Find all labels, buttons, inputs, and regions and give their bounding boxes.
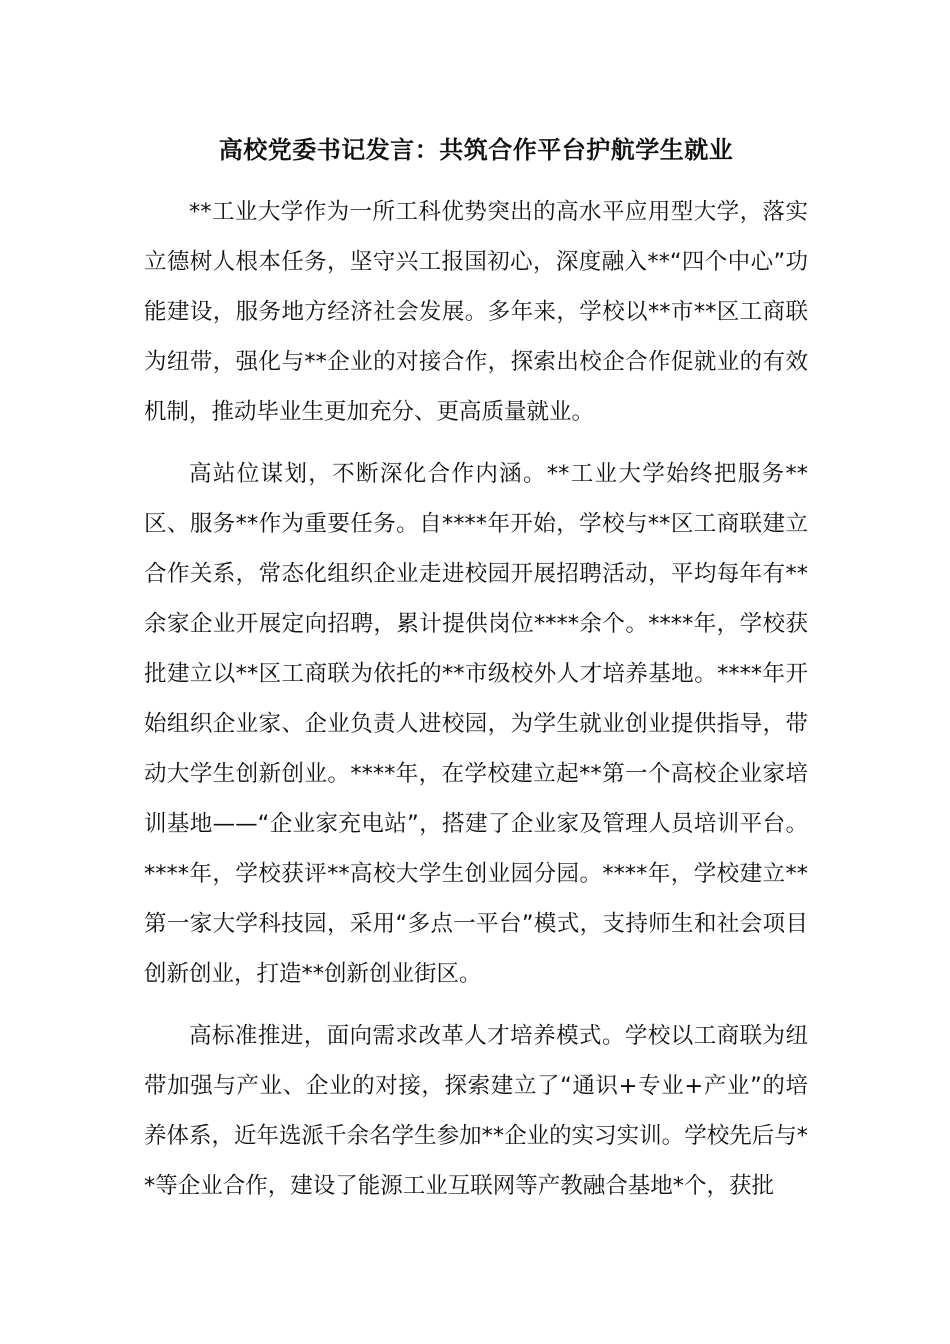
paragraph-training-model: 高标准推进，面向需求改革人才培养模式。学校以工商联为纽带加强与产业、企业的对接，探索建立了“通识+专业+产业”的培养体系，近年选派千余名学生参加**企业的实习实训。学校先后与**等企业合作，建设了能源工业互联网等产教融合基地*个，获批 <box>144 1023 808 1199</box>
document-title: 高校党委书记发言：共筑合作平台护航学生就业 <box>218 136 734 164</box>
paragraph-intro: **工业大学作为一所工科优势突出的高水平应用型大学，落实立德树人根本任务，坚守兴工报国初心，深度融入**“四个中心”功能建设，服务地方经济社会发展。多年来，学校以**市**区工商联为纽带，强化与**企业的对接合作，探索出校企合作促就业的有效机制，推动毕业生更加充分、更高质量就业。 <box>144 199 808 425</box>
document-page <box>144 128 808 1211</box>
paragraph-cooperation: 高站位谋划，不断深化合作内涵。**工业大学始终把服务**区、服务**作为重要任务。自****年开始，学校与**区工商联建立合作关系，常态化组织企业走进校园开展招聘活动，平均每年有**余家企业开展定向招聘，累计提供岗位****余个。****年，学校获批建立以**区工商联为依托的**市级校外人才培养基地。****年开始组织企业家、企业负责人进校园，为学生就业创业提供指导，带动大学生创新创业。****年，在学校建立起**第一个高校企业家培训基地——“企业家充电站”，搭建了企业家及管理人员培训平台。****年，学校获评**高校大学生创业园分园。****年，学校建立**第一家大学科技园，采用“多点一平台”模式，支持师生和社会项目创新创业，打造**创新创业街区。 <box>144 461 808 987</box>
